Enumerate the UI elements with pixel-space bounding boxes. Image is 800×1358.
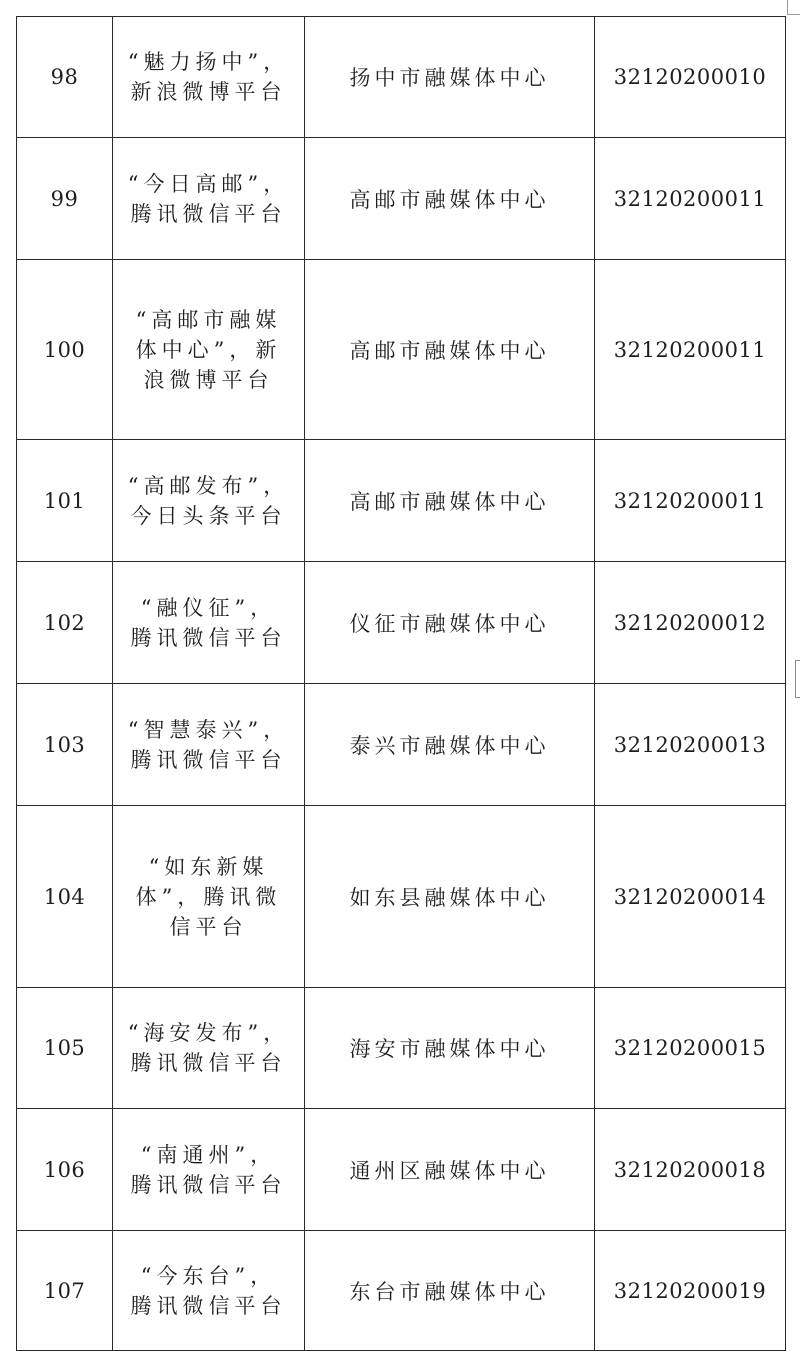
scrollbar-indicator[interactable]: [795, 660, 800, 698]
platform-name: [113, 988, 305, 1109]
platform-name: [113, 1231, 305, 1351]
registration-code: 32120200010: [595, 17, 786, 138]
organization-name: 高邮市融媒体中心: [305, 260, 595, 440]
platform-name-line: 腾讯微信平台: [130, 747, 287, 772]
organization-name: 海安市融媒体中心: [305, 988, 595, 1109]
platform-name-line: 腾讯微信平台: [130, 1293, 287, 1318]
registration-code: 32120200011: [595, 260, 786, 440]
platform-name-line: 体”，腾讯微: [135, 884, 282, 909]
platform-name: [113, 440, 305, 562]
organization-name: 如东县融媒体中心: [305, 806, 595, 988]
platform-name: [113, 562, 305, 684]
table-row: [17, 562, 786, 684]
registration-code: 32120200011: [595, 440, 786, 562]
platform-name-line: “智慧泰兴”，: [127, 717, 290, 742]
platform-name-line: “今日高邮”，: [127, 171, 290, 196]
table-row: [17, 806, 786, 988]
row-number: 98: [17, 17, 113, 138]
platform-name-line: 信平台: [169, 914, 248, 939]
row-number: 106: [17, 1109, 113, 1231]
registration-code: 32120200018: [595, 1109, 786, 1231]
platform-name-line: 腾讯微信平台: [130, 201, 287, 226]
platform-name-line: 腾讯微信平台: [130, 1051, 287, 1075]
registry-table: [16, 16, 786, 1351]
platform-name: [113, 260, 305, 440]
platform-name: [113, 1109, 305, 1231]
registration-code: 32120200012: [595, 562, 786, 684]
row-number: 105: [17, 988, 113, 1109]
row-number: 107: [17, 1231, 113, 1351]
table-row: [17, 17, 786, 138]
row-number: 100: [17, 260, 113, 440]
organization-name: 扬中市融媒体中心: [305, 17, 595, 138]
platform-name-line: 今日头条平台: [130, 503, 287, 528]
table-row: [17, 138, 786, 260]
registration-code: 32120200014: [595, 806, 786, 988]
organization-name: 高邮市融媒体中心: [305, 138, 595, 260]
platform-name-line: “海安发布”，: [127, 1021, 290, 1045]
row-number: 101: [17, 440, 113, 562]
organization-name: 高邮市融媒体中心: [305, 440, 595, 562]
platform-name-line: 腾讯微信平台: [130, 625, 287, 650]
platform-name: [113, 684, 305, 806]
platform-name-line: “魅力扬中”，: [127, 50, 290, 74]
platform-name-line: 腾讯微信平台: [130, 1172, 287, 1197]
platform-name-line: “今东台”，: [140, 1263, 277, 1288]
table-row: [17, 260, 786, 440]
organization-name: 泰兴市融媒体中心: [305, 684, 595, 806]
table-row: [17, 1109, 786, 1231]
page-corner-mark: [787, 0, 800, 15]
table-row: [17, 1231, 786, 1351]
platform-name-line: “融仪征”，: [140, 595, 277, 620]
registration-code: 32120200013: [595, 684, 786, 806]
platform-name-line: “南通州”，: [140, 1142, 277, 1167]
platform-name-line: “如东新媒: [148, 854, 269, 879]
table-row: [17, 988, 786, 1109]
row-number: 102: [17, 562, 113, 684]
row-number: 99: [17, 138, 113, 260]
platform-name-line: “高邮市融媒: [135, 307, 282, 332]
table-row: [17, 440, 786, 562]
platform-name: [113, 17, 305, 138]
organization-name: 东台市融媒体中心: [305, 1231, 595, 1351]
registration-code: 32120200015: [595, 988, 786, 1109]
platform-name-line: 新浪微博平台: [130, 80, 287, 104]
platform-name-line: 体中心”，新: [135, 337, 282, 362]
registration-code: 32120200019: [595, 1231, 786, 1351]
platform-name-line: “高邮发布”，: [127, 473, 290, 498]
row-number: 103: [17, 684, 113, 806]
platform-name: [113, 806, 305, 988]
table-row: [17, 684, 786, 806]
platform-name: [113, 138, 305, 260]
platform-name-line: 浪微博平台: [143, 367, 274, 392]
registration-code: 32120200011: [595, 138, 786, 260]
organization-name: 仪征市融媒体中心: [305, 562, 595, 684]
row-number: 104: [17, 806, 113, 988]
organization-name: 通州区融媒体中心: [305, 1109, 595, 1231]
